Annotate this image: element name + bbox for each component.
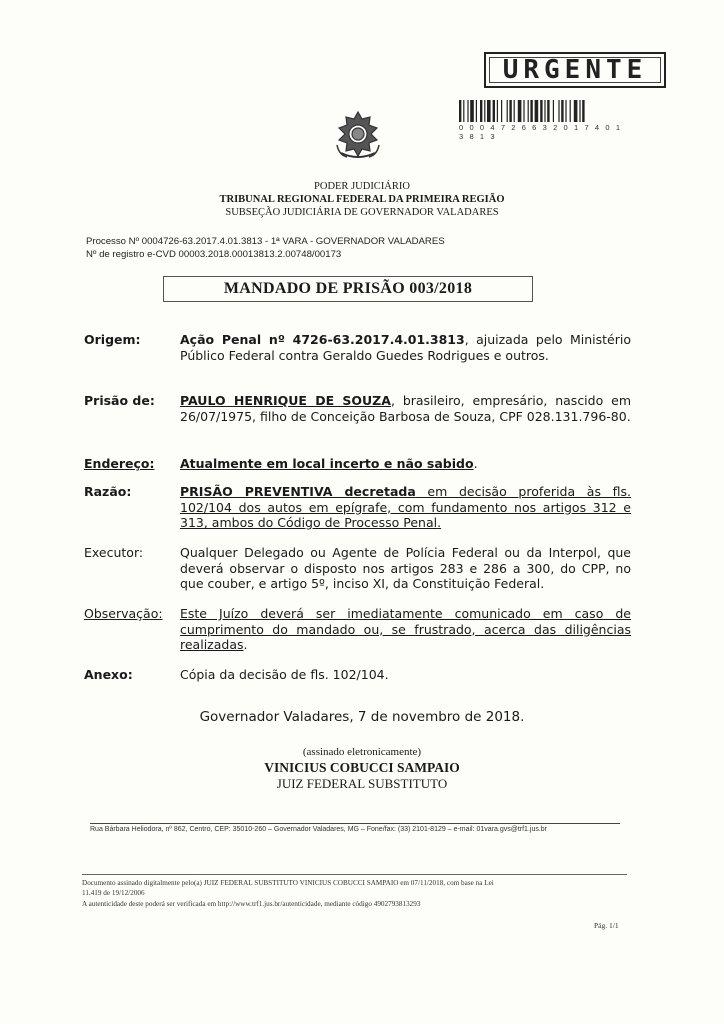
observacao-text: Este Juízo deverá ser imediatamente comunicado em caso de cumprimento do mandado ou, se frustrado, acerca das diligências realizadas.	[180, 606, 631, 652]
coat-of-arms-icon	[333, 109, 383, 161]
header-subsection: SUBSEÇÃO JUDICIÁRIA DE GOVERNADOR VALADARES	[225, 207, 499, 218]
footer-divider	[90, 823, 620, 824]
authenticity-line: A autenticidade deste poderá ser verificada em http://www.trf1.jus.br/autenticidade, mediante código 4902793813293	[82, 900, 421, 908]
executor-text: Qualquer Delegado ou Agente de Polícia Federal ou da Interpol, que deverá observar o disposto nos artigos 283 e 286 a 300, do CPP, no que couber, e artigo 5º, inciso XI, da Constituição Federal.	[180, 545, 631, 591]
observacao-value: Este Juízo deverá ser imediatamente comunicado em caso de cumprimento do mandado ou, se frustrado, acerca das diligências realizadas	[180, 606, 631, 652]
origem-rest: , ajuizada pelo Ministério Público Federal contra Geraldo Guedes Rodrigues e outros.	[180, 332, 631, 363]
law-line: 11.419 de 19/12/2006	[82, 889, 145, 897]
razao-rest: em decisão proferida às fls. 102/104 dos autos em epígrafe, com fundamento nos artigos 312 e 313, ambos do Código de Processo Penal	[180, 484, 631, 530]
prisoner-name: PAULO HENRIQUE DE SOUZA	[180, 393, 391, 408]
origem-text	[180, 332, 631, 363]
razao-text: PRISÃO PREVENTIVA decretada em decisão proferida às fls. 102/104 dos autos em epígrafe, com fundamento nos artigos 312 e 313, ambos do Código de Processo Penal.	[180, 484, 631, 530]
page-number: Pág. 1/1	[594, 921, 619, 930]
anexo-text: Cópia da decisão de fls. 102/104.	[180, 667, 389, 682]
urgent-stamp	[484, 52, 666, 88]
endereco-value: Atualmente em local incerto e não sabido	[180, 456, 474, 471]
razao-decision: PRISÃO PREVENTIVA decretada	[180, 484, 416, 499]
prisao-label: Prisão de:	[84, 393, 155, 408]
razao-label: Razão:	[84, 484, 132, 499]
origem-case: Ação Penal nº 4726-63.2017.4.01.3813	[180, 332, 465, 347]
executor-label: Executor:	[84, 545, 144, 560]
urgent-stamp-text: URGENTE	[502, 55, 648, 85]
prisao-rest: , brasileiro, empresário, nascido em 26/07/1975, filho de Conceição Barbosa de Souza, CPF 028.131.796-80.	[180, 393, 632, 424]
signature-name: VINICIUS COBUCCI SAMPAIO	[264, 760, 460, 775]
barcode-number: 0 0 0 4 7 2 6 6 3 2 0 1 7 4 0 1 3 8 1 3	[459, 123, 623, 141]
endereco-label: Endereço:	[84, 456, 155, 471]
header-judiciary: PODER JUDICIÁRIO	[314, 181, 410, 192]
signature-role: JUIZ FEDERAL SUBSTITUTO	[276, 776, 448, 791]
signature-note: (assinado eletronicamente)	[302, 746, 422, 758]
header-court: TRIBUNAL REGIONAL FEDERAL DA PRIMEIRA REGIÃO	[219, 194, 505, 205]
endereco-text: Atualmente em local incerto e não sabido.	[180, 456, 478, 471]
observacao-label: Observação:	[84, 606, 163, 621]
doc-divider	[82, 874, 627, 875]
footer-address: Rua Bárbara Heliodora, nº 862, Centro, CEP: 35010-260 – Governador Valadares, MG – Fone/fax: (33) 2101-8129 – e-mail: 01vara.gvs@trf1.jus.br	[90, 826, 547, 833]
registry-number: Nº de registro e-CVD 00003.2018.00013813.2.00748/00173	[86, 249, 342, 260]
origem-label: Origem:	[84, 332, 141, 347]
digital-signature-line: Documento assinado digitalmente pelo(a) JUIZ FEDERAL SUBSTITUTO VINICIUS COBUCCI SAMPAIO em 07/11/2018, com base na Lei	[82, 879, 494, 887]
anexo-label: Anexo:	[84, 667, 133, 682]
document-title: MANDADO DE PRISÃO 003/2018	[163, 276, 533, 302]
prisao-text	[180, 393, 631, 424]
barcode	[459, 100, 624, 122]
date-line: Governador Valadares, 7 de novembro de 2018.	[199, 709, 525, 725]
process-number: Processo Nº 0004726-63.2017.4.01.3813 - 1ª VARA - GOVERNADOR VALADARES	[86, 236, 445, 247]
